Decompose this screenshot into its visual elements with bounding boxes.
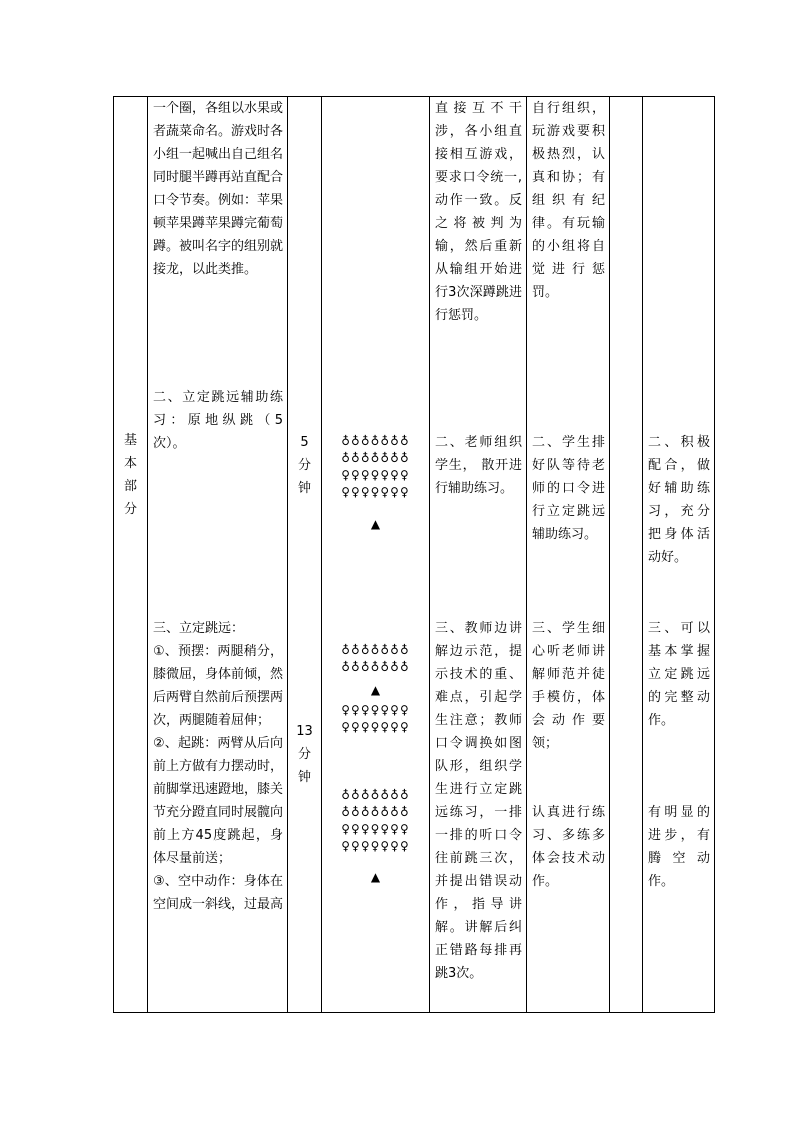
student-cell: [527, 97, 610, 1013]
student-jump-text-b: 认真进行练习、多练多体会技术动作。: [532, 805, 605, 889]
standing-jump-text: 三、立定跳远： ①、预摆：两腿稍分，膝微屈，身体前倾，然后两臂自然前后预摆两次，两腿随着屈伸； ②、起跳：两臂从后向前上方做有力摆动时，前脚掌迅速蹬地，膝关节充分蹬直同时展髋向前上方45度跳起，身体尽量前送； ③、空中动作：身体在空间成一斜线，过最高: [153, 621, 284, 912]
blank-cell: [610, 97, 643, 1013]
teacher-position-icon: ▲: [370, 517, 381, 531]
content-cell: [148, 97, 288, 1013]
effect-aux-text: 二、积极配合，做好辅助练习，充分把身体活动好。: [648, 435, 710, 565]
formation-cell: [322, 97, 430, 1013]
student-game-text: 自行组织，玩游戏要积极热烈，认真和协；有组织有纪律。有玩输的小组将自觉进行惩罚。: [532, 101, 605, 300]
teacher-jump-text: 三、教师边讲解边示范，提示技术的重、难点，引起学生注意；教师口令调换如图队形，组织学生进行立定跳远练习，一排一排的听口令往前跳三次，并提出错误动作，指导讲解。讲解后纠正错路每排再跳3次。: [435, 621, 522, 981]
effect-jump-text-a: 三、可以基本掌握立定跳远的完整动作。: [648, 621, 710, 728]
time-cell: [288, 97, 322, 1013]
section-label: 基 本 部 分: [123, 433, 137, 517]
effect-cell: [643, 97, 715, 1013]
aux-practice-text: 二、立定跳远辅助练习：原地纵跳（5次）。: [153, 390, 283, 451]
aux-formation: ♁♁♁♁♁♁♁ ♁♁♁♁♁♁♁ ♀♀♀♀♀♀♀ ♀♀♀♀♀♀♀: [341, 434, 410, 499]
jump-formation-male: ♁♁♁♁♁♁♁ ♁♁♁♁♁♁♁: [341, 643, 410, 674]
aux-time: 5 分 钟: [297, 435, 311, 496]
game-rules-text: 一个圈，各组以水果或者蔬菜命名。游戏时各小组一起喊出自己组名同时腿半蹲再站直配合口令节奏。例如：苹果顿苹果蹲苹果蹲完葡萄蹲。被叫名字的组别就接龙，以此类推。: [153, 101, 284, 277]
lesson-plan-table: [113, 96, 715, 1013]
teacher-aux-text: 二、老师组织学生， 散开进行辅助练习。: [435, 435, 522, 496]
jump-time: 13 分 钟: [296, 724, 313, 785]
student-jump-text-a: 三、学生细心听老师讲解师范并徒手模仿，体会动作要领；: [532, 621, 605, 751]
student-aux-text: 二、学生排好队等待老师的口令进行立定跳远辅助练习。: [532, 435, 605, 542]
teacher-game-text: 直接互不干涉，各小组直接相互游戏，要求口令统一,动作一致。反之将被判为输，然后重新从输组开始进行3次深蹲跳进行惩罚。: [435, 101, 522, 323]
teacher-position-icon: ▲: [370, 870, 381, 884]
jump-formation-practice: ♁♁♁♁♁♁♁ ♁♁♁♁♁♁♁ ♀♀♀♀♀♀♀ ♀♀♀♀♀♀♀: [341, 788, 410, 853]
table-row: [114, 97, 715, 1013]
jump-formation-female: ♀♀♀♀♀♀♀ ♀♀♀♀♀♀♀: [341, 703, 410, 734]
section-cell: [114, 97, 148, 1013]
teacher-position-icon: ▲: [370, 683, 381, 697]
effect-jump-text-b: 有明显的进步，有腾空动作。: [648, 805, 710, 889]
teacher-cell: [430, 97, 527, 1013]
